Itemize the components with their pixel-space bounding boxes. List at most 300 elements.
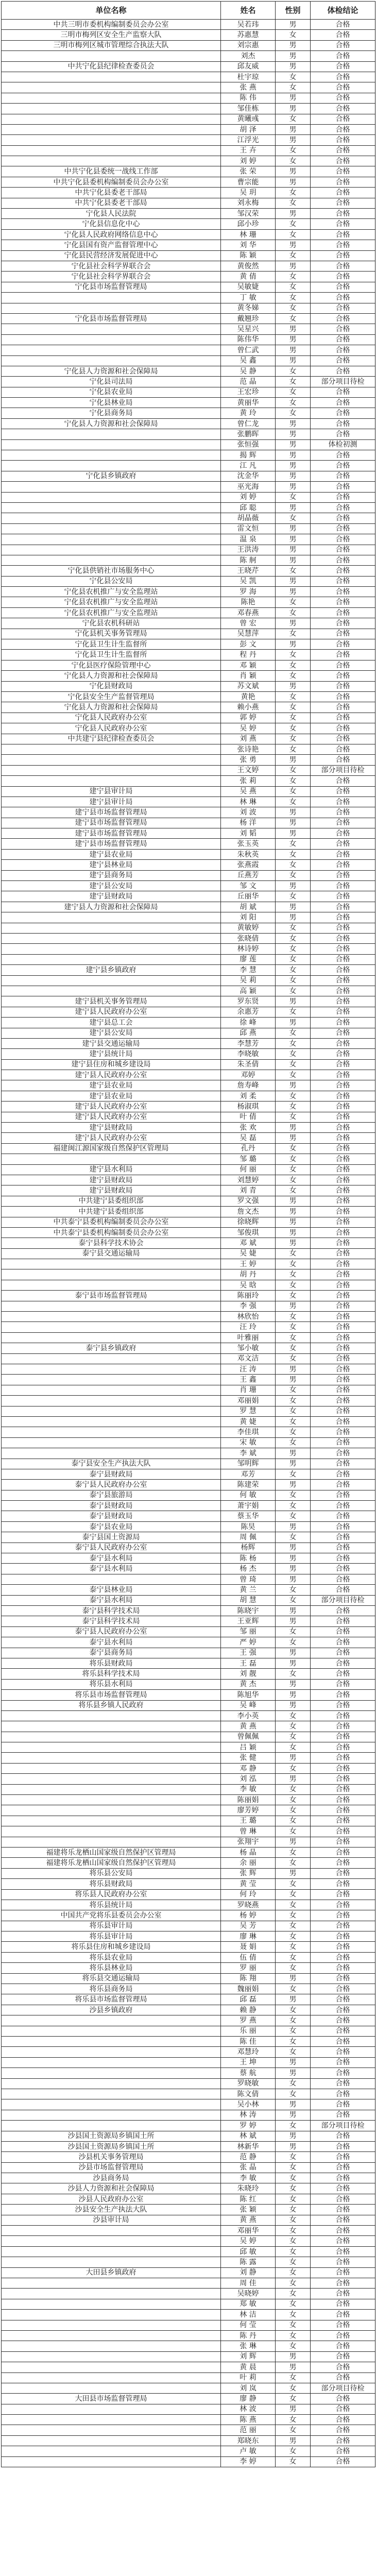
table-row (2, 2278, 375, 2288)
gender-cell: 男 (276, 1196, 311, 1206)
unit-cell: 宁化县供销社市场服务中心 (2, 566, 221, 576)
result-cell: 合格 (311, 1459, 375, 1469)
table-row (2, 713, 375, 723)
unit-cell (2, 1795, 221, 1805)
gender-cell: 女 (276, 1826, 311, 1837)
unit-cell: 建宁县人民政府办公室 (2, 1070, 221, 1080)
unit-cell (2, 1742, 221, 1753)
table-row (2, 944, 375, 954)
gender-cell: 男 (276, 912, 311, 923)
name-cell: 王 卉 (221, 145, 276, 156)
gender-cell: 男 (276, 1616, 311, 1626)
table-row (2, 1900, 375, 1910)
name-cell: 邓慧玲 (221, 2047, 276, 2057)
name-cell: 陈 杨 (221, 1553, 276, 1564)
table-row (2, 418, 375, 429)
table-row (2, 1364, 375, 1375)
unit-cell: 建宁县人民政府办公室 (2, 1007, 221, 1017)
name-cell: 刘 静 (221, 2267, 276, 2278)
table-row (2, 1353, 375, 1364)
name-cell: 雷文恒 (221, 523, 276, 534)
gender-cell: 男 (276, 555, 311, 565)
gender-cell: 男 (276, 1774, 311, 1784)
gender-cell: 男 (276, 334, 311, 345)
unit-cell: 宁化县市场监督管理局 (2, 282, 221, 292)
result-cell: 合格 (311, 1963, 375, 1973)
name-cell: 曾佩佩 (221, 1732, 276, 1742)
result-cell: 合格 (311, 839, 375, 849)
result-cell: 合格 (311, 324, 375, 334)
table-row (2, 240, 375, 250)
name-cell: 刘 韬 (221, 828, 276, 839)
gender-cell: 女 (276, 1721, 311, 1732)
name-cell: 邓 静 (221, 1763, 276, 1773)
gender-cell: 女 (276, 744, 311, 754)
result-cell: 合格 (311, 1710, 375, 1721)
unit-cell (2, 2236, 221, 2246)
gender-cell: 女 (276, 1164, 311, 1175)
result-cell: 合格 (311, 229, 375, 240)
name-cell: 揭 辉 (221, 450, 276, 461)
unit-cell: 中共三明市委机构编制委员会办公室 (2, 20, 221, 30)
name-cell: 邹明辉 (221, 1459, 276, 1469)
name-cell: 朱圣倩 (221, 1059, 276, 1070)
table-row (2, 681, 375, 691)
gender-cell: 女 (276, 1406, 311, 1416)
name-cell: 黄 玲 (221, 408, 276, 418)
result-cell: 合格 (311, 1038, 375, 1048)
gender-cell: 女 (276, 2330, 311, 2341)
unit-cell (2, 450, 221, 461)
gender-cell: 女 (276, 629, 311, 639)
gender-cell: 女 (276, 1070, 311, 1080)
gender-cell: 女 (276, 2257, 311, 2267)
unit-cell: 建宁县农业局 (2, 849, 221, 859)
result-cell: 合格 (311, 2131, 375, 2141)
name-cell: 陈艳 (221, 597, 276, 607)
name-cell: 汪 玲 (221, 1322, 276, 1332)
result-cell: 合格 (311, 2152, 375, 2162)
result-cell: 部分项目待检 (311, 2121, 375, 2131)
unit-cell (2, 944, 221, 954)
name-cell: 刘永梅 (221, 198, 276, 208)
result-cell: 合格 (311, 860, 375, 870)
result-cell: 合格 (311, 1858, 375, 1868)
table-row (2, 923, 375, 933)
name-cell: 刘 泓 (221, 1774, 276, 1784)
result-cell: 合格 (311, 387, 375, 397)
result-cell: 合格 (311, 198, 375, 208)
gender-cell: 男 (276, 345, 311, 355)
unit-cell (2, 1710, 221, 1721)
unit-cell (2, 1269, 221, 1280)
result-cell: 合格 (311, 114, 375, 124)
result-cell: 合格 (311, 303, 375, 313)
table-row (2, 104, 375, 114)
result-cell: 合格 (311, 2299, 375, 2309)
unit-cell: 将乐县市场监督管理局 (2, 1994, 221, 2005)
name-cell: 杨淑琪 (221, 1101, 276, 1112)
result-cell: 合格 (311, 1879, 375, 1889)
result-cell: 合格 (311, 597, 375, 607)
name-cell: 李 强 (221, 1301, 276, 1311)
result-cell: 合格 (311, 566, 375, 576)
table-row (2, 1679, 375, 1689)
name-cell: 刘 婷 (221, 492, 276, 502)
table-row (2, 2446, 375, 2456)
table-row (2, 2226, 375, 2236)
table-row (2, 1280, 375, 1290)
table-row (2, 975, 375, 986)
table-row (2, 2415, 375, 2425)
result-cell: 合格 (311, 1753, 375, 1763)
result-cell: 合格 (311, 650, 375, 660)
table-row (2, 114, 375, 124)
gender-cell: 男 (276, 2099, 311, 2110)
table-row (2, 2089, 375, 2099)
result-cell: 合格 (311, 1196, 375, 1206)
result-cell: 合格 (311, 366, 375, 376)
name-cell: 邓丽华 (221, 2226, 276, 2236)
name-cell: 罗晓燕 (221, 1900, 276, 1910)
table-row (2, 2330, 375, 2341)
result-cell: 合格 (311, 2330, 375, 2341)
result-cell: 合格 (311, 671, 375, 681)
table-row (2, 450, 375, 461)
result-cell: 合格 (311, 1521, 375, 1532)
table-row (2, 2425, 375, 2435)
table-row (2, 1269, 375, 1280)
name-cell: 周 佳 (221, 2278, 276, 2288)
gender-cell: 女 (276, 72, 311, 82)
table-row (2, 1626, 375, 1637)
unit-cell (2, 2099, 221, 2110)
table-body (2, 20, 375, 2467)
table-row (2, 545, 375, 555)
result-cell: 合格 (311, 2015, 375, 2026)
unit-cell (2, 1763, 221, 1773)
name-cell: 吴慧萍 (221, 629, 276, 639)
result-cell: 合格 (311, 713, 375, 723)
result-cell: 合格 (311, 482, 375, 492)
table-row (2, 2152, 375, 2162)
name-cell: 张 颖 (221, 2205, 276, 2215)
name-cell: 王 坤 (221, 2057, 276, 2067)
name-cell: 邱 敏 (221, 2246, 276, 2257)
result-cell: 合格 (311, 1553, 375, 1564)
name-cell: 范 静 (221, 2152, 276, 2162)
table-row (2, 1196, 375, 1206)
unit-cell: 建宁县水利局 (2, 1164, 221, 1175)
table-row (2, 272, 375, 282)
table-row (2, 2404, 375, 2414)
result-cell: 合格 (311, 104, 375, 114)
name-cell: 詹文杰 (221, 1207, 276, 1217)
result-cell: 合格 (311, 2372, 375, 2383)
name-cell: 丘丽华 (221, 891, 276, 902)
result-cell: 合格 (311, 2005, 375, 2015)
name-cell: 陈丽娟 (221, 1795, 276, 1805)
name-cell: 蔡 航 (221, 2068, 276, 2078)
gender-cell: 女 (276, 1921, 311, 1931)
gender-cell: 女 (276, 313, 311, 324)
result-cell: 合格 (311, 398, 375, 408)
table-row (2, 366, 375, 376)
table-row (2, 2005, 375, 2015)
unit-cell: 建宁县农业局 (2, 1080, 221, 1091)
result-cell: 合格 (311, 1448, 375, 1459)
result-cell: 合格 (311, 1018, 375, 1028)
result-cell: 合格 (311, 786, 375, 796)
unit-cell (2, 1375, 221, 1385)
result-cell: 合格 (311, 1059, 375, 1070)
result-cell: 合格 (311, 587, 375, 597)
result-cell: 合格 (311, 870, 375, 880)
gender-cell: 女 (276, 30, 311, 40)
gender-cell: 女 (276, 2289, 311, 2299)
unit-cell (2, 1416, 221, 1427)
unit-cell: 中共泰宁县委机构编制委员会办公室 (2, 1217, 221, 1227)
unit-cell: 宁化县人力资源和社会保障局 (2, 418, 221, 429)
gender-cell: 女 (276, 1154, 311, 1164)
name-cell: 刘 青 (221, 1185, 276, 1196)
table-row (2, 2173, 375, 2183)
unit-cell: 宁化县农机推广与安全监理站 (2, 607, 221, 618)
name-cell: 黄俊然 (221, 261, 276, 271)
table-row (2, 1774, 375, 1784)
table-row (2, 1164, 375, 1175)
result-cell: 合格 (311, 954, 375, 964)
result-cell: 合格 (311, 639, 375, 650)
name-cell: 何 丽 (221, 1164, 276, 1175)
unit-cell: 宁化县农业局 (2, 387, 221, 397)
unit-cell: 沙县审计局 (2, 2215, 221, 2225)
result-cell: 合格 (311, 2183, 375, 2194)
result-cell: 合格 (311, 1543, 375, 1553)
result-cell: 合格 (311, 891, 375, 902)
result-cell: 合格 (311, 2394, 375, 2404)
unit-cell: 大田县乡镇政府 (2, 2267, 221, 2278)
unit-cell: 将乐县审计局 (2, 1921, 221, 1931)
gender-cell: 男 (276, 1238, 311, 1248)
unit-cell (2, 72, 221, 82)
table-row (2, 1816, 375, 1826)
gender-cell: 女 (276, 1416, 311, 1427)
result-cell: 合格 (311, 2194, 375, 2204)
name-cell: 黄曦彧 (221, 114, 276, 124)
name-cell: 陈 伟 (221, 93, 276, 103)
name-cell: 林 斌 (221, 2131, 276, 2141)
name-cell: 邱 磊 (221, 1994, 276, 2005)
table-row (2, 1700, 375, 1710)
gender-cell: 男 (276, 1227, 311, 1238)
result-cell: 合格 (311, 1732, 375, 1742)
table-row (2, 1994, 375, 2005)
name-cell: 张 辉 (221, 1868, 276, 1878)
result-cell: 合格 (311, 1385, 375, 1395)
name-cell: 吴 燕 (221, 786, 276, 796)
table-row (2, 818, 375, 828)
name-cell: 王 强 (221, 1648, 276, 1658)
table-row (2, 1207, 375, 1217)
name-cell: 吴星兴 (221, 324, 276, 334)
table-row (2, 912, 375, 923)
table-row (2, 807, 375, 818)
gender-cell: 男 (276, 881, 311, 891)
gender-cell: 男 (276, 1837, 311, 1847)
name-cell: 胡 斌 (221, 902, 276, 912)
table-row (2, 1059, 375, 1070)
gender-cell: 女 (276, 2026, 311, 2036)
result-cell: 合格 (311, 1658, 375, 1668)
unit-cell (2, 156, 221, 166)
gender-cell: 男 (276, 439, 311, 450)
header-gender: 性别 (276, 2, 311, 20)
unit-cell (2, 2078, 221, 2089)
unit-cell: 建宁县统计局 (2, 1049, 221, 1059)
name-cell: 吴敏婕 (221, 282, 276, 292)
result-cell: 合格 (311, 1942, 375, 1952)
gender-cell: 女 (276, 2456, 311, 2467)
result-cell: 合格 (311, 1511, 375, 1521)
unit-cell: 将乐县审计局 (2, 1931, 221, 1942)
table-row (2, 293, 375, 303)
table-row (2, 1143, 375, 1154)
table-row (2, 1322, 375, 1332)
unit-cell (2, 1753, 221, 1763)
gender-cell: 男 (276, 1521, 311, 1532)
name-cell: 邓 斌 (221, 1238, 276, 1248)
unit-cell (2, 324, 221, 334)
gender-cell: 女 (276, 1963, 311, 1973)
gender-cell: 女 (276, 408, 311, 418)
result-cell: 合格 (311, 1227, 375, 1238)
name-cell: 邓芳 (221, 1469, 276, 1479)
gender-cell: 女 (276, 387, 311, 397)
gender-cell: 男 (276, 1375, 311, 1385)
name-cell: 卢 敏 (221, 2446, 276, 2456)
name-cell: 郑晓东 (221, 2435, 276, 2446)
unit-cell: 宁化县卫生计生监督所 (2, 650, 221, 660)
table-row (2, 398, 375, 408)
result-cell: 合格 (311, 776, 375, 786)
result-cell: 合格 (311, 429, 375, 439)
name-cell: 李 婷 (221, 2456, 276, 2467)
header-result: 体检结论 (311, 2, 375, 20)
unit-cell: 泰宁县财政局 (2, 1501, 221, 1511)
gender-cell: 女 (276, 1732, 311, 1742)
name-cell: 杨 婷 (221, 1910, 276, 1921)
gender-cell: 男 (276, 996, 311, 1007)
gender-cell: 女 (276, 1710, 311, 1721)
result-cell: 合格 (311, 996, 375, 1007)
gender-cell: 女 (276, 82, 311, 93)
gender-cell: 女 (276, 398, 311, 408)
table-row (2, 1112, 375, 1122)
name-cell: 张 健 (221, 1753, 276, 1763)
gender-cell: 女 (276, 2173, 311, 2183)
result-cell: 合格 (311, 1889, 375, 1900)
gender-cell: 男 (276, 1648, 311, 1658)
gender-cell: 女 (276, 145, 311, 156)
gender-cell: 女 (276, 702, 311, 713)
table-row (2, 2341, 375, 2351)
unit-cell: 建宁县公安局 (2, 1028, 221, 1038)
result-cell: 合格 (311, 1784, 375, 1794)
gender-cell: 男 (276, 1448, 311, 1459)
unit-cell: 建宁县财政局 (2, 891, 221, 902)
name-cell: 邹俊琪 (221, 1227, 276, 1238)
gender-cell: 女 (276, 1248, 311, 1259)
gender-cell: 女 (276, 2089, 311, 2099)
result-cell: 合格 (311, 1143, 375, 1154)
table-row (2, 1595, 375, 1605)
unit-cell: 建宁县人民政府办公室 (2, 1112, 221, 1122)
gender-cell: 女 (276, 114, 311, 124)
result-cell: 合格 (311, 313, 375, 324)
unit-cell (2, 2047, 221, 2057)
table-row (2, 1784, 375, 1794)
name-cell: 宋 敏 (221, 1437, 276, 1448)
gender-cell: 男 (276, 1553, 311, 1564)
result-cell: 合格 (311, 1028, 375, 1038)
result-cell: 部分项目待检 (311, 2383, 375, 2393)
gender-cell: 女 (276, 282, 311, 292)
name-cell: 邹汉荣 (221, 209, 276, 219)
result-cell: 合格 (311, 40, 375, 50)
name-cell: 刘 辉 (221, 2351, 276, 2362)
name-cell: 林欣怡 (221, 1312, 276, 1322)
table-row (2, 1332, 375, 1343)
unit-cell (2, 2057, 221, 2067)
unit-cell: 泰宁县财政局 (2, 1511, 221, 1521)
gender-cell: 男 (276, 40, 311, 50)
gender-cell: 女 (276, 513, 311, 523)
gender-cell: 男 (276, 902, 311, 912)
gender-cell: 男 (276, 461, 311, 471)
table-row (2, 2026, 375, 2036)
table-row (2, 891, 375, 902)
result-cell: 合格 (311, 1480, 375, 1490)
gender-cell: 女 (276, 1816, 311, 1826)
table-row (2, 849, 375, 859)
unit-cell: 建宁县交通运输局 (2, 1038, 221, 1048)
gender-cell: 女 (276, 1501, 311, 1511)
unit-cell: 将乐县住房和城乡建设局 (2, 1942, 221, 1952)
result-cell: 合格 (311, 944, 375, 954)
table-row (2, 345, 375, 355)
name-cell: 邓丽娟 (221, 1396, 276, 1406)
gender-cell: 男 (276, 1690, 311, 1700)
result-cell: 合格 (311, 513, 375, 523)
name-cell: 邓 颖 (221, 660, 276, 670)
gender-cell: 男 (276, 755, 311, 765)
table-row (2, 1501, 375, 1511)
table-row (2, 2372, 375, 2383)
unit-cell (2, 954, 221, 964)
unit-cell (2, 135, 221, 145)
name-cell: 罗东贤 (221, 996, 276, 1007)
unit-cell: 建宁县市场监督管理局 (2, 807, 221, 818)
result-cell: 合格 (311, 849, 375, 859)
unit-cell: 中共宁化县委统一战线工作部 (2, 166, 221, 177)
name-cell: 罗晓敏 (221, 2078, 276, 2089)
unit-cell (2, 1805, 221, 1816)
gender-cell: 女 (276, 860, 311, 870)
gender-cell: 女 (276, 1427, 311, 1437)
result-cell: 合格 (311, 534, 375, 545)
table-row (2, 1889, 375, 1900)
